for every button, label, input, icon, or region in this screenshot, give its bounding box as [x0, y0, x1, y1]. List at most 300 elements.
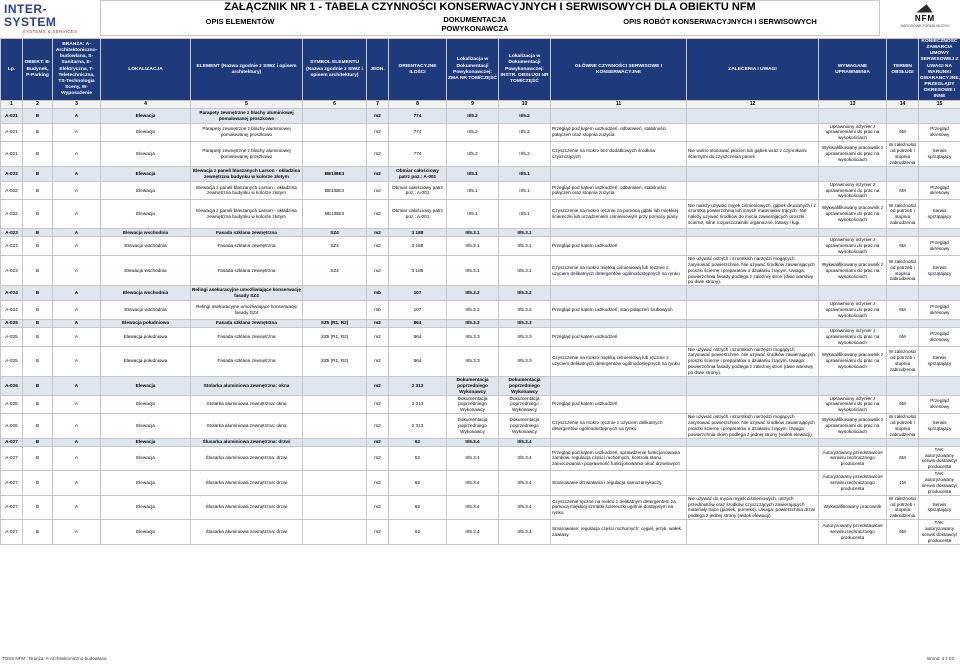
term-cell	[887, 229, 919, 237]
branch-cell: A	[53, 438, 101, 446]
symbol-cell: BE1/BE3	[303, 166, 367, 181]
quantity-cell: 864	[389, 346, 447, 376]
term-cell	[887, 166, 919, 181]
contract-cell	[919, 438, 960, 446]
object-cell: B	[23, 446, 53, 471]
element-cell: Relingi asekuracyjne umożliwiające konserwację fasady SZ4	[191, 286, 303, 301]
doc-zma-cell: II/5.1	[447, 166, 499, 181]
lp-cell: A-027	[1, 495, 23, 520]
term-cell: 6M	[887, 301, 919, 320]
branch-cell: A	[53, 471, 101, 496]
element-cell: Ślusarka aluminiowa zewnętrzna: drzwi	[191, 495, 303, 520]
qualification-cell: Wykwalifikowany pracownik z uprawnieniami do prac na wysokościach	[819, 346, 887, 376]
remarks-cell	[687, 237, 819, 256]
term-cell: 6M	[887, 520, 919, 545]
doc-instr-cell: II/5.3.2	[499, 286, 551, 301]
object-cell: B	[23, 376, 53, 395]
lp-cell: A-023	[1, 255, 23, 285]
column-number: 2	[23, 101, 53, 108]
table-body	[1, 108, 960, 544]
unit-cell: m2	[367, 520, 389, 545]
lp-cell: A-024	[1, 301, 23, 320]
doc-zma-cell: Dokumentacja poprzedniego Wykonawcy	[447, 414, 499, 439]
doc-zma-cell: II/5.3.4	[447, 520, 499, 545]
lp-cell: A-025	[1, 327, 23, 346]
table-row	[1, 395, 960, 414]
section-label-elements: OPIS ELEMENTÓW	[205, 17, 275, 26]
lp-cell: A-022	[1, 200, 23, 229]
remarks-cell: Nie używać ostrych i szorstkich narzędzi mogących zarysować powierzchnie. Nie używać środków zawierających proszki ścierne i preparatów o działaniu żrącym. Uwaga: powierzchnia fasady podlega z zależnej stron (dwie warstwy po dwie strony).	[687, 255, 819, 285]
remarks-cell	[687, 229, 819, 237]
activity-cell: Czyszczenie na mokro miękką ciśnieniową lub ręcznie z użyciem delikatnych detergentów ogólnodostępnych na rynku	[551, 255, 687, 285]
symbol-cell: BE1/BE3	[303, 181, 367, 200]
column-number: 8	[389, 101, 447, 108]
activity-cell: Przegląd pod kątem uszkodzeń	[551, 395, 687, 414]
quantity-cell: 107	[389, 301, 447, 320]
column-number: 5	[191, 101, 303, 108]
doc-zma-cell: II/5.3.4	[447, 438, 499, 446]
location-cell: Elewacja	[101, 395, 191, 414]
column-number: 11	[551, 101, 687, 108]
object-cell: B	[23, 346, 53, 376]
term-cell	[887, 286, 919, 301]
doc-instr-cell: Dokumentacja poprzedniego Wykonawcy	[499, 414, 551, 439]
object-cell: B	[23, 495, 53, 520]
object-cell: B	[23, 237, 53, 256]
location-cell: Elewacja	[101, 142, 191, 167]
doc-instr-cell: II/5.2	[499, 142, 551, 167]
lp-cell: A-026	[1, 395, 23, 414]
lp-cell: A-026	[1, 414, 23, 439]
remarks-cell: Nie używać ostrych i szorstkich narzędzi mogących zarysować powierzchnie. Nie używać środków zawierających proszki ścierne i preparatów o działaniu żrącym. Uwaga: powierzchnia fasady podlega z zależnej stron (dwie warstwy po dwie strony).	[687, 346, 819, 376]
remarks-cell: Nie należy używać myjek ciśnieniowych, gąbek drucianych i z szorstką powierzchnią lub innych materiałów trących. Nie należy używać środków do mycia zawierających proszki ścierne, silne rozpuszczalniki organiczne, kwasy i ługi.	[687, 200, 819, 229]
doc-instr-cell: II/5.3.3	[499, 327, 551, 346]
doc-zma-cell: II/5.3.1	[447, 237, 499, 256]
unit-cell: m2	[367, 166, 389, 181]
quantity-cell: 107	[389, 286, 447, 301]
unit-cell: m2	[367, 327, 389, 346]
term-cell	[887, 319, 919, 327]
object-cell: B	[23, 200, 53, 229]
term-cell: 6M	[887, 237, 919, 256]
term-cell	[887, 108, 919, 123]
doc-zma-cell: II/5.3.4	[447, 446, 499, 471]
branch-cell: A	[53, 229, 101, 237]
qualification-cell: Uprawniony inżynier z uprawnieniami do prac na wysokościach	[819, 327, 887, 346]
location-cell: Elewacja wschodnia	[101, 301, 191, 320]
term-cell: 6M	[887, 327, 919, 346]
table-row	[1, 237, 960, 256]
quantity-cell: 3 188	[389, 229, 447, 237]
location-cell: Elewacja	[101, 181, 191, 200]
unit-cell: m2	[367, 181, 389, 200]
location-cell: Elewacja	[101, 200, 191, 229]
location-cell: Elewacja	[101, 520, 191, 545]
lp-cell: A-021	[1, 108, 23, 123]
activity-cell: Przegląd pod kątem uszkodzeń, stan połączeń śrubowych	[551, 301, 687, 320]
symbol-cell	[303, 123, 367, 142]
quantity-cell: Obmiar całościowy patrz poz.: A-001	[389, 166, 447, 181]
branch-cell: A	[53, 520, 101, 545]
doc-instr-cell: II/5.3.2	[499, 301, 551, 320]
column-number: 7	[367, 101, 389, 108]
location-cell: Elewacja	[101, 438, 191, 446]
table-row	[1, 520, 960, 545]
remarks-cell: Nie używać do mycia myjek ciśnieniowych, ostrych przedmiotów oraz środków czyszczących zawierających materiały trące (piasek, pumeks). Uwaga: powierzchnia drzwi podlega z jednej strony (widok elewacji)	[687, 495, 819, 520]
lp-cell: A-024	[1, 286, 23, 301]
element-cell: Ślusarka aluminiowa zewnętrzna: drzwi	[191, 446, 303, 471]
quantity-cell: 62	[389, 520, 447, 545]
unit-cell: m2	[367, 229, 389, 237]
symbol-cell	[303, 446, 367, 471]
location-cell: Elewacja	[101, 446, 191, 471]
quantity-cell: 774	[389, 123, 447, 142]
location-cell: Elewacja	[101, 123, 191, 142]
location-cell: Elewacja	[101, 495, 191, 520]
element-cell: Stolarka aluminiowa zewnętrzna: okna	[191, 376, 303, 395]
activity-cell: Przegląd pod kątem uszkodzeń, sprawdzenie funkcjonowania zamków, regulacja części ruchomych, kontrola stanu zamocowania i poprawność funkcjonowania okuć drzwiowych	[551, 446, 687, 471]
qualification-cell	[819, 286, 887, 301]
activity-cell: Smarowanie: regulacja części ruchomych: cęgiel, jezyk, wałek, zawiasy	[551, 520, 687, 545]
qualification-cell	[819, 376, 887, 395]
branch-cell: A	[53, 237, 101, 256]
qualification-cell: Wykwalifikowany pracownik z uprawnieniami do prac na wysokościach	[819, 255, 887, 285]
doc-instr-cell: II/5.1	[499, 200, 551, 229]
branch-cell: A	[53, 414, 101, 439]
contract-cell: TAK: autoryzowany serwis dostawcy/ producenta	[919, 446, 960, 471]
object-cell: B	[23, 181, 53, 200]
doc-zma-cell: II/5.2	[447, 142, 499, 167]
contract-cell: Serwis sprzątający	[919, 255, 960, 285]
document-title: ZAŁĄCZNIK NR 1 - TABELA CZYNNOŚCI KONSERWACYJNYCH I SERWISOWYCH DLA OBIEKTU NFM	[224, 1, 756, 13]
quantity-cell: 62	[389, 495, 447, 520]
quantity-cell: 864	[389, 319, 447, 327]
term-cell: 1M	[887, 471, 919, 496]
quantity-cell: 62	[389, 471, 447, 496]
contract-cell: Przegląd okresowy	[919, 327, 960, 346]
remarks-cell	[687, 123, 819, 142]
table-row	[1, 327, 960, 346]
column-header: TERMIN OBSŁUGI	[887, 39, 919, 101]
qualification-cell	[819, 166, 887, 181]
contract-cell: TAK: autoryzowany serwis dostawcy/ producenta	[919, 520, 960, 545]
activity-cell	[551, 438, 687, 446]
branch-cell: A	[53, 495, 101, 520]
term-cell: W zależności od potrzeb i stopnia zabrudzenia	[887, 495, 919, 520]
object-cell: B	[23, 395, 53, 414]
contract-cell: Przegląd okresowy	[919, 123, 960, 142]
activity-cell: Czyszczenie na mokro miękką ciśnieniową lub ręcznie z użyciem delikatnych detergentów ogólnodostępnych na rynku	[551, 346, 687, 376]
group-row	[1, 166, 960, 181]
group-row	[1, 286, 960, 301]
location-cell: Elewacja wschodnia	[101, 255, 191, 285]
quantity-cell: 3 188	[389, 255, 447, 285]
group-row	[1, 229, 960, 237]
object-cell: B	[23, 166, 53, 181]
lp-cell: A-026	[1, 376, 23, 395]
column-header: BRANŻA: A-Architektoniczno-budowlana, S-Sanitarna, E-Elektryczna, T-Teletechniczna, TS-Technologia Sceny, W-Wyposażenie	[53, 39, 101, 101]
element-cell: Elewacja z paneli blaszanych Larson - okładzina zewnętrzna budynku w kolorze złotym	[191, 200, 303, 229]
qualification-cell: Uprawniony inżynier z uprawnieniami do prac na wysokościach	[819, 301, 887, 320]
unit-cell: m2	[367, 376, 389, 395]
unit-cell: m2	[367, 200, 389, 229]
symbol-cell	[303, 438, 367, 446]
symbol-cell	[303, 395, 367, 414]
branch-cell: A	[53, 327, 101, 346]
quantity-cell: 3 188	[389, 237, 447, 256]
column-header: LOKALIZACJA	[101, 39, 191, 101]
doc-instr-cell: II/5.2	[499, 123, 551, 142]
element-cell: Fasada szklana zewnętrzna	[191, 229, 303, 237]
contract-cell: Przegląd okresowy	[919, 395, 960, 414]
doc-instr-cell: II/5.3.4	[499, 471, 551, 496]
doc-zma-cell: II/5.3.1	[447, 255, 499, 285]
nfm-logo	[896, 3, 954, 33]
element-cell: Stolarka aluminiowa zewnętrzna: okna	[191, 395, 303, 414]
activity-cell: Przegląd pod kątem uszkodzeń, odbarwień, stabilności połączeń oraz stopnia zużycia	[551, 181, 687, 200]
column-header: GŁÓWNE CZYNNOŚCI SERWISOWE I KONSERWACYJNE	[551, 39, 687, 101]
column-header: Lp.	[1, 39, 23, 101]
remarks-cell	[687, 438, 819, 446]
lp-cell: A-023	[1, 237, 23, 256]
lp-cell: A-021	[1, 123, 23, 142]
contract-cell: Przegląd okresowy	[919, 181, 960, 200]
qualification-cell: Wykwalifikowany pracownik	[819, 495, 887, 520]
branch-cell: A	[53, 181, 101, 200]
element-cell: Parapety zewnętrzne z blachy aluminiowej pomalowanej proszkowo	[191, 108, 303, 123]
quantity-cell: 2 313	[389, 414, 447, 439]
term-cell: W zależności od potrzeb i stopnia zabrudzenia	[887, 414, 919, 439]
table-row	[1, 446, 960, 471]
column-number: 1	[1, 101, 23, 108]
element-cell: Fasada szklana zewnętrzna	[191, 346, 303, 376]
remarks-cell	[687, 376, 819, 395]
activity-cell: Przegląd pod kątem uszkodzeń	[551, 237, 687, 256]
doc-zma-cell: II/5.2	[447, 108, 499, 123]
lp-cell: A-025	[1, 346, 23, 376]
lp-cell: A-022	[1, 181, 23, 200]
quantity-cell: Obmiar całościowy patrz poz.: A-001	[389, 181, 447, 200]
logo-left-tagline: SYSTEMS & SERVICES	[22, 28, 78, 34]
contract-cell	[919, 376, 960, 395]
column-header: SYMBOL ELEMENTU (Nazwa zgodnie z SIWZ i opisem architektury)	[303, 39, 367, 101]
unit-cell: m2	[367, 108, 389, 123]
symbol-cell	[303, 108, 367, 123]
symbol-cell	[303, 520, 367, 545]
column-number: 15	[919, 101, 960, 108]
doc-instr-cell: II/5.3.4	[499, 446, 551, 471]
unit-cell: m2	[367, 237, 389, 256]
doc-instr-cell: II/5.3.3	[499, 319, 551, 327]
unit-cell: m2	[367, 319, 389, 327]
doc-zma-cell: II/5.3.2	[447, 286, 499, 301]
contract-cell: Przegląd okresowy	[919, 237, 960, 256]
activity-cell: Czyszczenie ręczne na mokro z delikatnym detergentem za pomocą miękkiej szmatki ściereczki ogólnie dostępnym na rynku	[551, 495, 687, 520]
qualification-cell	[819, 438, 887, 446]
element-cell: Parapety zewnętrzne z blachy aluminiowej pomalowanej proszkowo	[191, 142, 303, 167]
unit-cell: m2	[367, 446, 389, 471]
table-row	[1, 414, 960, 439]
unit-cell: m2	[367, 255, 389, 285]
quantity-cell: 774	[389, 142, 447, 167]
activity-cell	[551, 376, 687, 395]
location-cell: Elewacja	[101, 166, 191, 181]
doc-zma-cell: II/5.3.3	[447, 346, 499, 376]
doc-instr-cell: II/5.2	[499, 108, 551, 123]
nfm-logo-text: NFM	[914, 14, 936, 23]
location-cell: Elewacja południowa	[101, 327, 191, 346]
activity-cell	[551, 166, 687, 181]
contract-cell: Serwis sprzątający	[919, 142, 960, 167]
remarks-cell	[687, 471, 819, 496]
object-cell: B	[23, 255, 53, 285]
element-cell: Ślusarka aluminiowa zewnętrzna: drzwi	[191, 471, 303, 496]
logo-left-wordmark: INTER-SYSTEM	[4, 1, 57, 29]
contract-cell: Przegląd okresowy	[919, 301, 960, 320]
element-cell: Stolarka aluminiowa zewnętrzna: okna	[191, 414, 303, 439]
symbol-cell	[303, 301, 367, 320]
element-cell: Fasada szklana zewnętrzna	[191, 327, 303, 346]
column-header: ELEMENT (Nazwa zgodnie z SIWZ i opisem architektury)	[191, 39, 303, 101]
column-header: OBIEKT: B-Budynek, P-Parking	[23, 39, 53, 101]
doc-zma-cell: Dokumentacja poprzedniego Wykonawcy	[447, 376, 499, 395]
qualification-cell: Autoryzowany przedstawiciel serwisu technicznego producenta	[819, 520, 887, 545]
doc-zma-cell: II/5.3.3	[447, 327, 499, 346]
object-cell: B	[23, 301, 53, 320]
symbol-cell	[303, 376, 367, 395]
lp-cell: A-025	[1, 319, 23, 327]
term-cell: 6M	[887, 446, 919, 471]
doc-zma-cell: II/5.1	[447, 200, 499, 229]
contract-cell	[919, 108, 960, 123]
activity-cell: Smarowanie drzwiałania i regulacja samozamykaczy	[551, 471, 687, 496]
table-header-row	[1, 39, 960, 101]
element-cell: Fasada szklana zewnętrzna	[191, 255, 303, 285]
inter-system-logo	[4, 2, 96, 34]
branch-cell: A	[53, 376, 101, 395]
quantity-cell: 2 313	[389, 395, 447, 414]
doc-instr-cell: Dokumentacja poprzedniego Wykonawcy	[499, 376, 551, 395]
doc-label-line2: POWYKONAWCZA	[441, 24, 509, 33]
doc-instr-cell: II/5.3.4	[499, 438, 551, 446]
object-cell: B	[23, 327, 53, 346]
table-row	[1, 200, 960, 229]
doc-instr-cell: II/5.3.3	[499, 346, 551, 376]
column-number: 10	[499, 101, 551, 108]
symbol-cell	[303, 286, 367, 301]
doc-zma-cell: II/5.3.1	[447, 229, 499, 237]
document-header	[0, 0, 960, 38]
term-cell: 6M	[887, 123, 919, 142]
footer-page-number: strona: 4 z 53	[926, 656, 954, 661]
column-number: 13	[819, 101, 887, 108]
doc-zma-cell: II/5.3.2	[447, 301, 499, 320]
contract-cell: Serwis sprzątający	[919, 495, 960, 520]
table-row	[1, 181, 960, 200]
lp-cell: A-027	[1, 446, 23, 471]
quantity-cell: 2 313	[389, 376, 447, 395]
unit-cell: mb	[367, 286, 389, 301]
activity-cell	[551, 108, 687, 123]
branch-cell: A	[53, 166, 101, 181]
remarks-cell	[687, 446, 819, 471]
location-cell: Elewacja	[101, 414, 191, 439]
element-cell: Fasada szklana zewnętrzna	[191, 319, 303, 327]
qualification-cell: Uprawniony inżynier z uprawnieniami do prac na wysokościach	[819, 181, 887, 200]
remarks-cell	[687, 108, 819, 123]
branch-cell: A	[53, 286, 101, 301]
symbol-cell: SZ5 (R1, R2)	[303, 319, 367, 327]
column-header: KONIECZNOŚĆ ZAWARCIA UMOWY SERWISOWEJ Z UWAGI NA WARUNKI GWARANCYJNE, PRZEGLĄDY OKRESOWE I INNE	[920, 39, 960, 100]
activity-cell	[551, 229, 687, 237]
element-cell: Elewacja z paneli blaszanych Larson - okładzina zewnętrzna budynku w kolorze złotym	[191, 181, 303, 200]
location-cell: Elewacja wschodnia	[101, 286, 191, 301]
object-cell: B	[23, 286, 53, 301]
doc-zma-cell: II/5.3.4	[447, 495, 499, 520]
remarks-cell	[687, 520, 819, 545]
location-cell: Elewacja	[101, 376, 191, 395]
branch-cell: A	[53, 142, 101, 167]
qualification-cell: Wykwalifikowany pracownik z uprawnieniami do prac na wysokościach	[819, 200, 887, 229]
nfm-logo-caption: NARODOWE FORUM MUZYKI	[900, 24, 950, 28]
doc-label-line1: DOKUMENTACJA	[443, 15, 507, 24]
remarks-cell	[687, 327, 819, 346]
unit-cell: m2	[367, 123, 389, 142]
contract-cell: Serwis sprzątający	[919, 414, 960, 439]
nfm-logo-mark: ◢◣	[917, 3, 933, 14]
symbol-cell: SZ4	[303, 237, 367, 256]
doc-zma-cell: II/5.3.4	[447, 471, 499, 496]
column-header: WYMAGANE UPRAWNIENIA	[819, 39, 887, 101]
column-header: Lokalizacja w Dokumentacji Powykonawczej: INSTR. OBSŁUGI NR TOM/CZĘŚĆ	[499, 39, 551, 101]
table-row	[1, 301, 960, 320]
unit-cell: m2	[367, 395, 389, 414]
quantity-cell: 864	[389, 327, 447, 346]
contract-cell	[919, 286, 960, 301]
lp-cell: A-027	[1, 520, 23, 545]
column-number: 14	[887, 101, 919, 108]
symbol-cell: BE1/BE3	[303, 200, 367, 229]
section-label-documentation	[380, 15, 570, 33]
table-row	[1, 123, 960, 142]
qualification-cell: Autoryzowany przedstawiciel serwisu technicznego producenta	[819, 446, 887, 471]
term-cell	[887, 376, 919, 395]
column-number: 9	[447, 101, 499, 108]
group-row	[1, 319, 960, 327]
column-number: 12	[687, 101, 819, 108]
table-row	[1, 142, 960, 167]
lp-cell: A-027	[1, 471, 23, 496]
unit-cell: m2	[367, 346, 389, 376]
unit-cell: m2	[367, 414, 389, 439]
qualification-cell: Uprawniony inżynier z uprawnieniami do prac na wysokościach	[819, 395, 887, 414]
symbol-cell	[303, 495, 367, 520]
contract-cell	[919, 229, 960, 237]
object-cell: B	[23, 142, 53, 167]
remarks-cell: Nie używać ostrych i szorstkich narzędzi mogących zarysować powierzchnie. Nie używać środków zawierających proszki ścierne i preparatów o działaniu żrącym. Uwaga: powierzchnia okien podlega z jednej strony (widok elewacji)	[687, 414, 819, 439]
qualification-cell	[819, 229, 887, 237]
symbol-cell: SZ4	[303, 229, 367, 237]
unit-cell: mb	[367, 301, 389, 320]
doc-instr-cell: II/5.3.4	[499, 495, 551, 520]
lp-cell: A-023	[1, 229, 23, 237]
table-row	[1, 346, 960, 376]
branch-cell: A	[53, 446, 101, 471]
quantity-cell: 62	[389, 438, 447, 446]
qualification-cell: Uprawniony inżynier z uprawnieniami do prac na wysokościach	[819, 123, 887, 142]
branch-cell: A	[53, 123, 101, 142]
quantity-cell: 62	[389, 446, 447, 471]
